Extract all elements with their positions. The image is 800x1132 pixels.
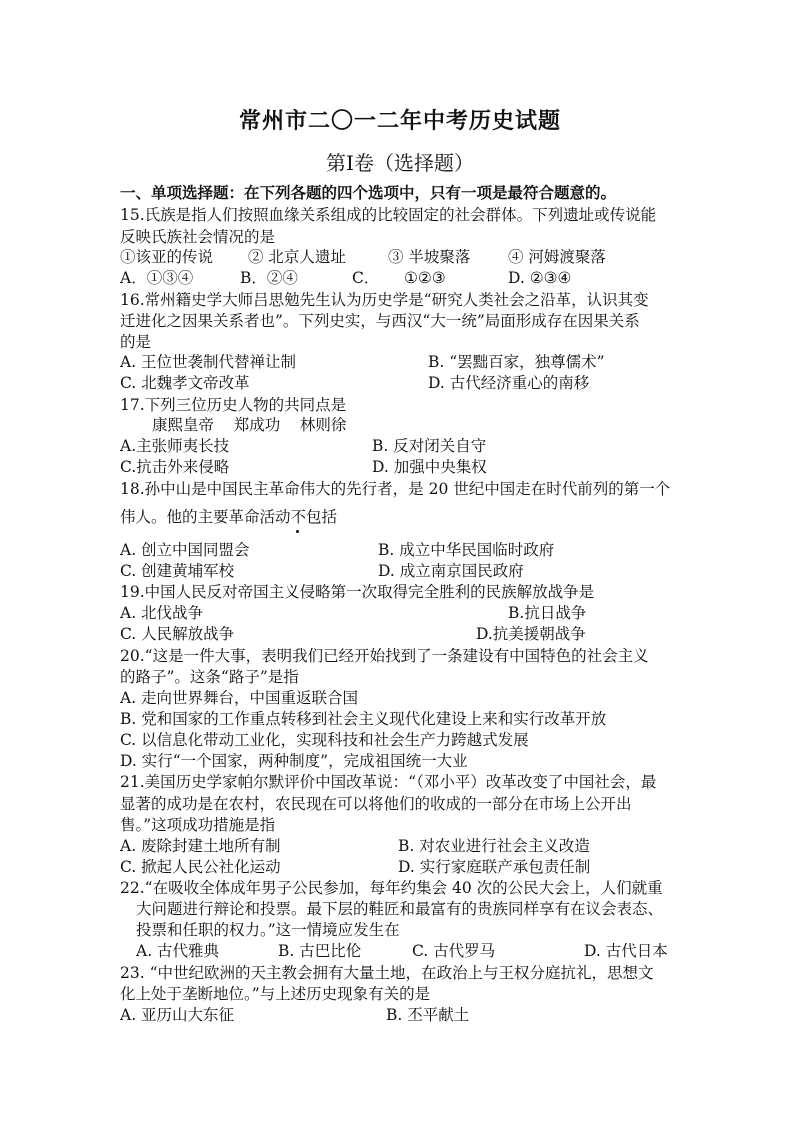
question-23-stem: 23. “中世纪欧洲的天主教会拥有大量土地，在政治上与王权分庭抗礼，思想文 xyxy=(120,964,654,982)
question-18-option: C. 创建黄埔军校 xyxy=(120,562,235,580)
question-15-option: D. ②③④ xyxy=(508,269,572,287)
question-17-option: C.抗击外来侵略 xyxy=(120,458,230,476)
question-16-option: D. 古代经济重心的南移 xyxy=(428,374,590,392)
question-21-stem: 显著的成功是在农村，农民现在可以将他们的收成的一部分在市场上公开出 xyxy=(120,795,632,813)
question-15-item: ② 北京人遗址 xyxy=(248,248,346,266)
question-23-option: B. 丕平献土 xyxy=(386,1006,470,1024)
question-15-option: B．②④ xyxy=(240,269,298,287)
question-22-option: D. 古代日本 xyxy=(584,942,668,960)
question-20-stem: 的路子”。这条“路子”是指 xyxy=(120,668,299,686)
question-17-option: D. 加强中央集权 xyxy=(372,458,487,476)
question-15-stem: 15.氏族是指人们按照血缘关系组成的比较固定的社会群体。下列遗址或传说能 xyxy=(120,206,657,224)
question-22-stem: 22.“在吸收全体成年男子公民参加，每年约集会 40 次的公民大会上，人们就重 xyxy=(120,879,663,897)
emphasis-mark: 不 xyxy=(290,508,307,526)
document-subtitle: 第Ⅰ卷（选择题） xyxy=(326,151,474,175)
question-15-option: A．①③④ xyxy=(120,269,194,287)
question-21-option: D. 实行家庭联产承包责任制 xyxy=(398,858,591,876)
question-20-option: D. 实行“一个国家，两种制度”，完成祖国统一大业 xyxy=(120,752,468,770)
question-20-option: B. 党和国家的工作重点转移到社会主义现代化建设上来和实行改革开放 xyxy=(120,710,607,728)
question-16-stem: 迁进化之因果关系者也”。下列史实，与西汉“大一统”局面形成存在因果关系 xyxy=(120,312,640,330)
question-22-stem: 投票和任职的权力。”这一情境应发生在 xyxy=(136,921,400,939)
question-16-stem: 16.常州籍史学大师吕思勉先生认为历史学是“研究人类社会之沿革，认识其变 xyxy=(120,291,649,309)
question-15-item: ④ 河姆渡聚落 xyxy=(508,248,606,266)
question-18-stem: 18.孙中山是中国民主革命伟大的先行者，是 20 世纪中国走在时代前列的第一个 xyxy=(120,480,671,498)
question-15-item: ①该亚的传说 xyxy=(120,248,214,266)
question-17-stem: 17.下列三位历史人物的共同点是 xyxy=(120,396,347,414)
question-18-stem-part: 伟人。他的主要革命活动 xyxy=(120,508,291,526)
question-16-option: A. 王位世袭制代替禅让制 xyxy=(120,353,297,371)
question-18-option: B. 成立中华民国临时政府 xyxy=(378,541,555,559)
section-heading: 一、单项选择题：在下列各题的四个选项中，只有一项是最符合题意的。 xyxy=(120,184,617,202)
question-19-stem: 19.中国人民反对帝国主义侵略第一次取得完全胜利的民族解放战争是 xyxy=(120,583,595,601)
question-19-option: B.抗日战争 xyxy=(508,604,587,622)
question-18-stem-part: 包括 xyxy=(306,508,338,526)
question-22-stem: 大问题进行辩论和投票。最下层的鞋匠和最富有的贵族同样享有在议会表态、 xyxy=(136,900,664,918)
document-title: 常州市二〇一二年中考历史试题 xyxy=(238,109,561,134)
question-19-option: A. 北伐战争 xyxy=(120,604,204,622)
question-16-option: B. “罢黜百家，独尊儒术” xyxy=(428,353,605,371)
question-15-stem: 反映氏族社会情况的是 xyxy=(120,228,276,246)
question-20-option: C. 以信息化带动工业化，实现科技和社会生产力跨越式发展 xyxy=(120,731,529,749)
question-15-item: ③ 半坡聚落 xyxy=(388,248,471,266)
question-21-option: B. 对农业进行社会主义改造 xyxy=(398,837,590,855)
question-17-option: B. 反对闭关自守 xyxy=(372,437,487,455)
question-18-option: D. 成立南京国民政府 xyxy=(378,562,524,580)
question-23-option: A. 亚历山大东征 xyxy=(120,1006,235,1024)
question-17-figures: 康熙皇帝 郑成功 林则徐 xyxy=(152,416,347,434)
question-22-option: A. 古代雅典 xyxy=(136,942,220,960)
question-18-option: A. 创立中国同盟会 xyxy=(120,541,250,559)
question-22-option: B. 古巴比伦 xyxy=(278,942,362,960)
question-15-option: C． xyxy=(352,269,380,287)
question-20-option: A. 走向世界舞台，中国重返联合国 xyxy=(120,689,359,707)
question-20-stem: 20.“这是一件大事，表明我们已经开始找到了一条建设有中国特色的社会主义 xyxy=(120,647,649,665)
question-22-option: C. 古代罗马 xyxy=(412,942,496,960)
question-15-option: ①②③ xyxy=(404,269,446,287)
question-17-option: A.主张师夷长技 xyxy=(120,437,230,455)
question-23-stem: 化上处于垄断地位。”与上述历史现象有关的是 xyxy=(120,985,431,1003)
question-19-option: C. 人民解放战争 xyxy=(120,625,235,643)
question-16-stem: 的是 xyxy=(120,333,152,351)
question-21-stem: 售。”这项成功措施是指 xyxy=(120,816,276,834)
question-21-option: A. 废除封建土地所有制 xyxy=(120,837,281,855)
question-21-option: C. 掀起人民公社化运动 xyxy=(120,858,281,876)
question-18-stem xyxy=(120,507,337,527)
question-21-stem: 21.美国历史学家帕尔默评价中国改革说：“（邓小平）改革改变了中国社会，最 xyxy=(120,773,657,791)
question-19-option: D.抗美援朝战争 xyxy=(476,625,586,643)
question-16-option: C. 北魏孝文帝改革 xyxy=(120,374,250,392)
